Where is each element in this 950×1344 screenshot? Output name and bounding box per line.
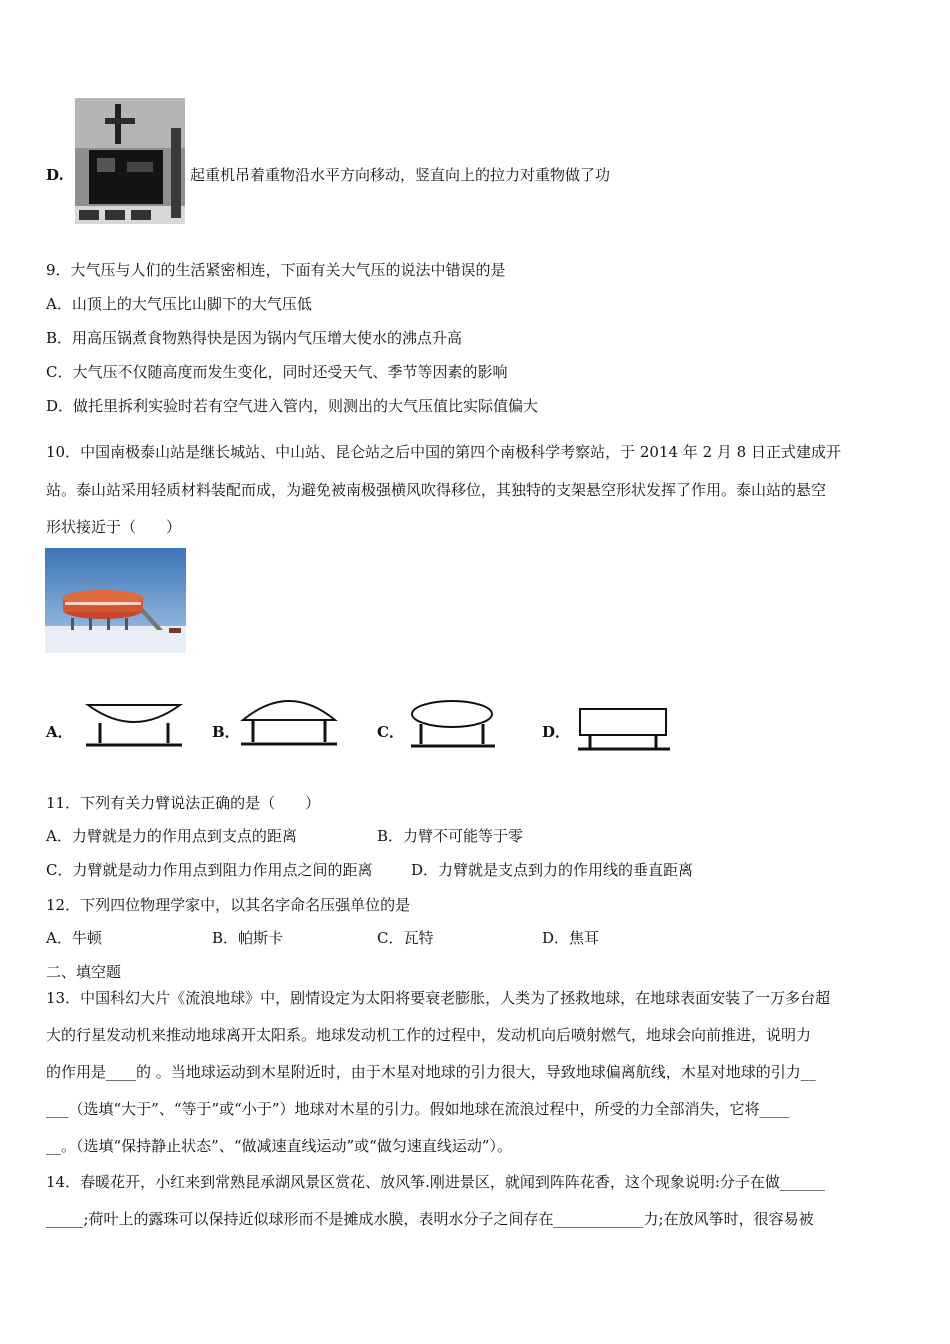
q11-option-a: A．力臂就是力的作用点到支点的距离 xyxy=(46,827,297,845)
q9-option-b: B．用高压锅煮食物熟得快是因为锅内气压增大使水的沸点升高 xyxy=(46,329,463,347)
taishan-station-photo xyxy=(45,548,186,653)
q12-option-b: B．帕斯卡 xyxy=(212,929,284,947)
q12-stem: 12．下列四位物理学家中，以其名字命名压强单位的是 xyxy=(46,896,411,914)
q8-option-d-text: 起重机吊着重物沿水平方向移动，竖直向上的拉力对重物做了功 xyxy=(190,166,611,184)
q13-line-3: 的作用是____的 。当地球运动到木星附近时，由于木星对地球的引力很大，导致地球偏离航线，木星对地球的引力__ xyxy=(46,1063,816,1081)
q10-option-a-letter: A． xyxy=(46,723,73,741)
q14-line-2: _____;荷叶上的露珠可以保持近似球形而不是摊成水膜，表明水分子之间存在____________力;在放风筝时，很容易被 xyxy=(46,1210,814,1228)
q9-option-d: D．做托里拆利实验时若有空气进入管内，则测出的大气压值比实际值偏大 xyxy=(46,397,539,415)
q10-option-b-letter: B． xyxy=(212,723,240,741)
q12-option-d: D．焦耳 xyxy=(542,929,600,947)
q13-line-1: 13．中国科幻大片《流浪地球》中，剧情设定为太阳将要衰老膨胀，人类为了拯救地球，在地球表面安装了一万多台超 xyxy=(46,989,831,1007)
q12-option-a: A．牛顿 xyxy=(46,929,102,947)
q12-option-c: C．瓦特 xyxy=(377,929,434,947)
q8-option-d-letter: D. xyxy=(46,166,64,184)
crane-photo xyxy=(75,98,185,224)
q10-line-2: 站。泰山站采用轻质材料装配而成，为避免被南极强横风吹得移位，其独特的支架悬空形状发挥了作用。泰山站的悬空 xyxy=(46,481,827,499)
q10-option-d-letter: D． xyxy=(542,723,571,741)
q13-line-2: 大的行星发动机来推动地球离开太阳系。地球发动机工作的过程中，发动机向后喷射燃气，地球会向前推进，说明力 xyxy=(46,1026,812,1044)
shape-option-c xyxy=(409,698,499,750)
q10-line-3: 形状接近于（ ） xyxy=(46,518,182,536)
q14-line-1: 14．春暖花开，小红来到常熟昆承湖风景区赏花、放风筝.刚进景区，就闻到阵阵花香，这个现象说明:分子在做______ xyxy=(46,1173,825,1191)
shape-option-d xyxy=(576,706,672,754)
q9-stem: 9．大气压与人们的生活紧密相连，下面有关大气压的说法中错误的是 xyxy=(46,261,506,279)
q11-option-b: B．力臂不可能等于零 xyxy=(377,827,524,845)
q9-option-a: A．山顶上的大气压比山脚下的大气压低 xyxy=(46,295,312,313)
shape-option-a xyxy=(84,699,184,751)
q13-line-5: __。（选填“保持静止状态”、“做减速直线运动”或“做匀速直线运动”）。 xyxy=(46,1137,513,1155)
q13-line-4: ___（选填“大于”、“等于”或“小于”）地球对木星的引力。假如地球在流浪过程中，所受的力全部消失，它将____ xyxy=(46,1100,790,1118)
shape-option-b xyxy=(239,692,339,750)
q11-option-c: C．力臂就是动力作用点到阻力作用点之间的距离 xyxy=(46,861,373,879)
q10-line-1: 10．中国南极泰山站是继长城站、中山站、昆仑站之后中国的第四个南极科学考察站，于 2014 年 2 月 8 日正式建成开 xyxy=(46,443,841,461)
q11-option-d: D．力臂就是支点到力的作用线的垂直距离 xyxy=(411,861,694,879)
q9-option-c: C．大气压不仅随高度而发生变化，同时还受天气、季节等因素的影响 xyxy=(46,363,508,381)
q10-option-c-letter: C． xyxy=(377,723,404,741)
section-title: 二、填空题 xyxy=(46,963,122,981)
q11-stem: 11．下列有关力臂说法正确的是（ ） xyxy=(46,794,321,812)
